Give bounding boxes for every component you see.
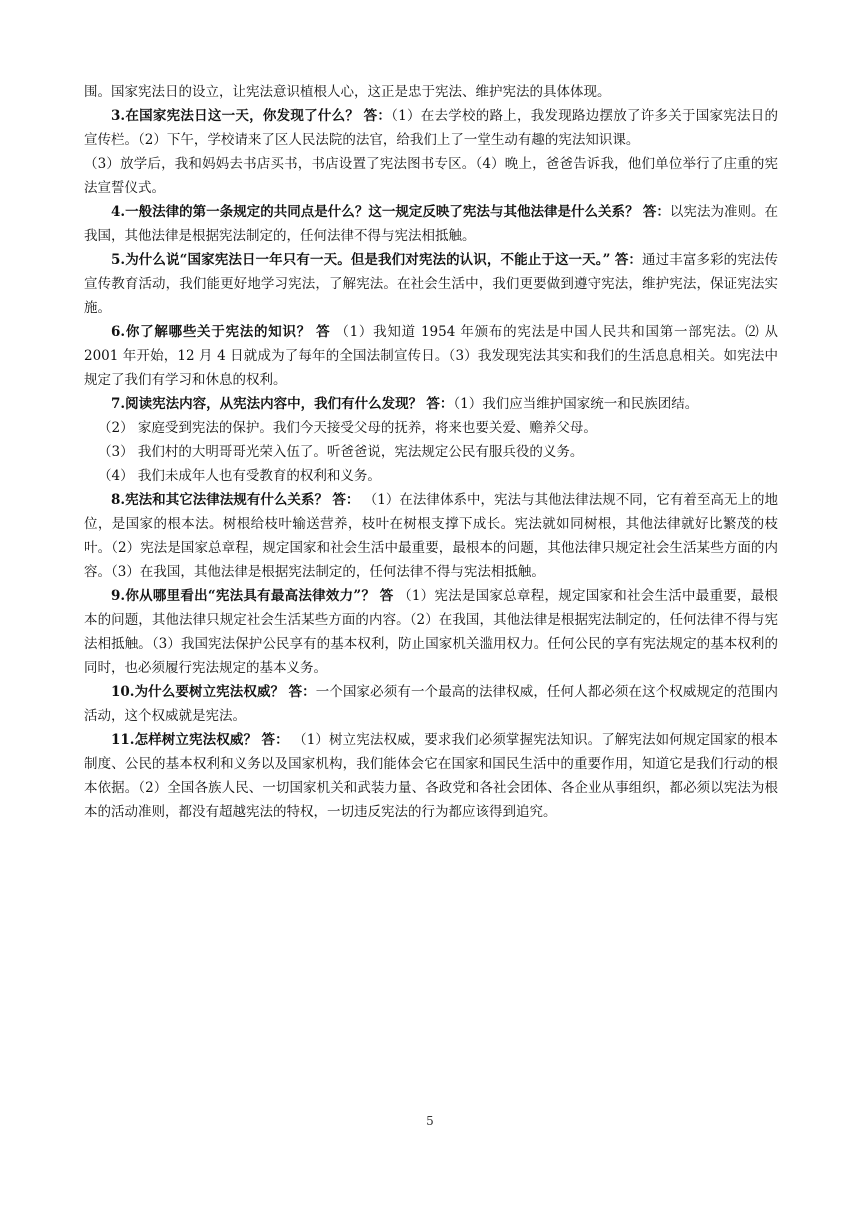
question-5-answer-label: 答： — [614, 252, 643, 268]
question-4 — [84, 200, 778, 248]
question-5-answer: 通过丰富多彩的宪法传宣传教育活动，我们能更好地学习宪法，了解宪法。在社会生活中，我们更要做到遵守宪法，维护宪法，保证宪法实施。 — [84, 252, 779, 316]
question-11-answer: （1）树立宪法权威，要求我们必须掌握宪法知识。了解宪法如何规定国家的根本制度、公民的基本权利和义务以及国家机构，我们能体会它在国家和国民生活中的重要作用，知道它是我们行动的根本依据。（2）全国各族人民、一切国家机关和武装力量、各政党和各社会团体、各企业从事组织，都必须以宪法为根本的活动准则，都没有超越宪法的特权，一切违反宪法的行为都应该得到追究。 — [84, 732, 778, 820]
question-8-answer: （1）在法律体系中，宪法与其他法律法规不同，它有着至高无上的地位，是国家的根本法。树根给枝叶输送营养，枝叶在树根支撑下成长。宪法就如同树根，其他法律就好比繁茂的枝叶。（2）宪法是国家总章程，规定国家和社会生活中最重要，最根本的问题，其他法律只规定社会生活某些方面的内容。（3）在我国，其他法律是根据宪法制定的，任何法律不得与宪法相抵触。 — [84, 492, 779, 580]
question-10-answer-label: 答： — [288, 684, 316, 700]
question-8-answer-label: 答： — [332, 492, 360, 508]
question-9-answer-label: 答 — [379, 588, 394, 604]
question-3-answer-label: 答： — [363, 108, 392, 124]
question-9-text: 9.你从哪里看出“宪法具有最高法律效力”？ — [111, 588, 376, 604]
question-6-answer-label: 答 — [316, 324, 331, 340]
page-number: 5 — [426, 1114, 434, 1128]
question-7-item-1: （1）我们应当维护国家统一和民族团结。 — [453, 396, 699, 412]
question-11 — [84, 728, 778, 824]
intro-text: 围。国家宪法日的设立，让宪法意识植根人心，这正是忠于宪法、维护宪法的具体体现。 — [84, 84, 611, 100]
question-4-answer-label: 答： — [642, 204, 670, 220]
question-3-answer-part1: （1）在去学校的路上，我发现路边摆放了许多关于国家宪法日的宣传栏。（2）下午，学校请来了区人民法院的法官，给我们上了一堂生动有趣的宪法知识课。 — [84, 108, 779, 148]
question-7-item-3: （3） 我们村的大明哥哥光荣入伍了。听爸爸说，宪法规定公民有服兵役的义务。 — [98, 444, 584, 460]
question-3-text: 3.在国家宪法日这一天，你发现了什么？ — [111, 108, 360, 124]
intro-paragraph — [84, 80, 778, 104]
question-3 — [84, 104, 778, 152]
question-6 — [84, 320, 778, 392]
question-10-text: 10.为什么要树立宪法权威？ — [111, 684, 285, 700]
question-7-text: 7.阅读宪法内容，从宪法内容中，我们有什么发现？ — [111, 396, 423, 412]
question-10-answer: 一个国家必须有一个最高的法律权威，任何人都必须在这个权威规定的范围内活动，这个权威就是宪法。 — [84, 684, 778, 724]
document-page — [84, 80, 778, 824]
question-9 — [84, 584, 778, 680]
question-7-item — [84, 464, 778, 488]
question-10 — [84, 680, 778, 728]
question-8-text: 8.宪法和其它法律法规有什么关系？ — [111, 492, 328, 508]
question-7-answer-label: 答： — [426, 396, 454, 412]
question-5 — [84, 248, 778, 320]
question-6-answer: （1）我知道 1954 年颁布的宪法是中国人民共和国第一部宪法。⑵ 从 2001 年开始，12 月 4 日就成为了每年的全国法制宣传日。（3）我发现宪法其实和我们的生活息息相关。如宪法中规定了我们有学习和休息的权利。 — [84, 324, 779, 388]
question-4-text: 4.一般法律的第一条规定的共同点是什么？这一规定反映了宪法与其他法律是什么关系？ — [111, 204, 639, 220]
question-7 — [84, 392, 778, 416]
question-3-answer-continued — [84, 152, 778, 200]
question-7-item — [84, 440, 778, 464]
question-7-item — [84, 416, 778, 440]
question-6-text: 6.你了解哪些关于宪法的知识？ — [111, 324, 312, 340]
question-5-text: 5.为什么说“国家宪法日一年只有一天。但是我们对宪法的认识，不能止于这一天。” — [111, 252, 611, 268]
question-7-item-4: （4） 我们未成年人也有受教育的权利和义务。 — [98, 468, 381, 484]
question-3-answer-part2: （3）放学后，我和妈妈去书店买书，书店设置了宪法图书专区。（4）晚上，爸爸告诉我，他们单位举行了庄重的宪法宣誓仪式。 — [84, 156, 778, 196]
question-8 — [84, 488, 778, 584]
question-11-text: 11.怎样树立宪法权威？ — [111, 732, 258, 748]
question-4-answer: 以宪法为准则。在我国，其他法律是根据宪法制定的，任何法律不得与宪法相抵触。 — [84, 204, 779, 244]
question-11-answer-label: 答： — [261, 732, 289, 748]
question-7-item-2: （2） 家庭受到宪法的保护。我们今天接受父母的抚养，将来也要关爱、赡养父母。 — [98, 420, 597, 436]
question-9-answer: （1）宪法是国家总章程，规定国家和社会生活中最重要，最根本的问题，其他法律只规定社会生活某些方面的内容。（2）在我国，其他法律是根据宪法制定的，任何法律不得与宪法相抵触。（3）我国宪法保护公民享有的基本权利，防止国家机关滥用权力。任何公民的享有宪法规定的基本权利的同时，也必须履行宪法规定的基本义务。 — [84, 588, 779, 676]
